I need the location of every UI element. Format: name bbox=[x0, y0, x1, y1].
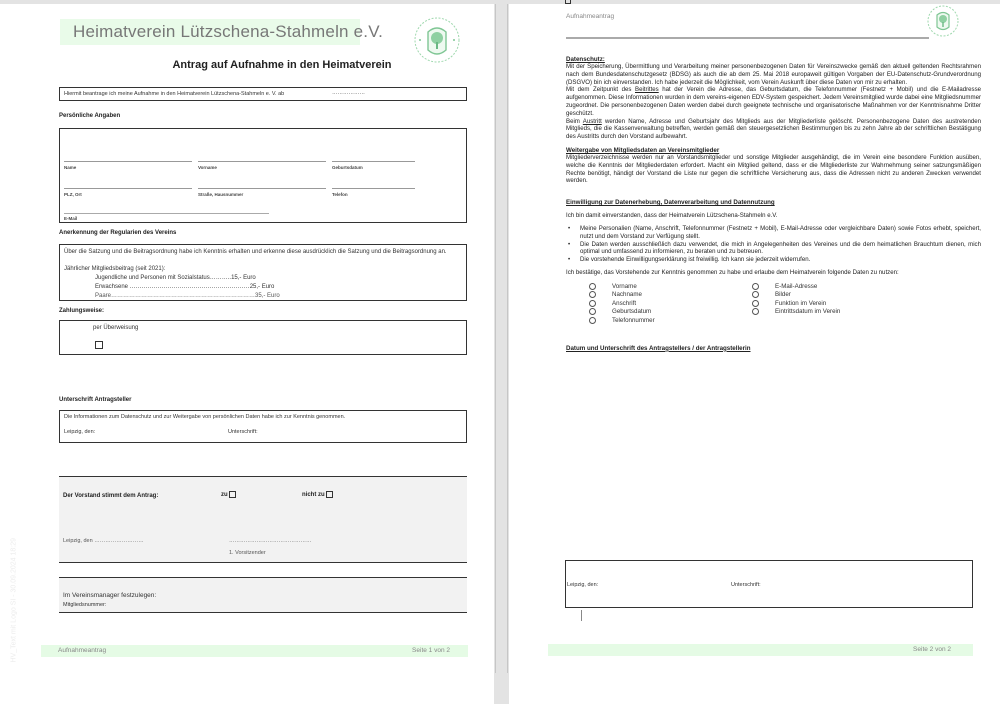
name-field[interactable] bbox=[64, 161, 192, 162]
consent-bullet: • Die vorstehende Einwilligungserklärung ist freiwillig. Ich kann sie jederzeit widerrufen. bbox=[566, 256, 981, 264]
section-heading-signature: Unterschrift Antragsteller bbox=[59, 397, 132, 403]
option-radio[interactable] bbox=[752, 283, 759, 290]
label-name: Name bbox=[64, 165, 77, 170]
place-date-field[interactable]: Leipzig, den: bbox=[64, 429, 96, 435]
approve-checkbox[interactable] bbox=[229, 491, 236, 498]
start-date-field[interactable]: ……………… bbox=[332, 90, 365, 96]
document-title: Antrag auf Aufnahme in den Heimatverein bbox=[172, 59, 392, 71]
page-2 bbox=[509, 4, 1000, 704]
consent-option[interactable] bbox=[752, 282, 840, 291]
privacy-heading: Datenschutz: bbox=[566, 56, 605, 63]
applicant-signature-box bbox=[565, 560, 973, 608]
fee-label: Erwachsene …………………………………………………… bbox=[95, 284, 250, 290]
privacy-paragraph bbox=[566, 118, 981, 141]
street-field[interactable] bbox=[198, 188, 326, 189]
application-intro-box bbox=[59, 87, 467, 101]
consent-bullet: • Meine Personalien (Name, Anschrift, Telefonnummer (Festnetz + Mobil), E-Mail-Adresse oder vergleichbare Daten) sowie Fotos erhebt, speichert, nutzt und dem Vorstand zur Verfügung stellt. bbox=[566, 225, 981, 241]
page-number: Seite 2 von 2 bbox=[913, 646, 951, 653]
signature-field[interactable]: Unterschrift: bbox=[731, 582, 761, 588]
approve-label: zu bbox=[221, 492, 228, 499]
label-phone: Telefon bbox=[332, 192, 348, 197]
club-seal-logo-icon bbox=[926, 4, 960, 40]
option-radio[interactable] bbox=[752, 308, 759, 315]
option-label: Funktion im Verein bbox=[775, 299, 827, 307]
options-right bbox=[752, 282, 840, 316]
option-radio[interactable] bbox=[589, 308, 596, 315]
option-label: Telefonnummer bbox=[612, 316, 655, 324]
text-span: Beim bbox=[566, 117, 583, 125]
header-rule bbox=[566, 37, 929, 39]
rules-text: Über die Satzung und die Beitragsordnung habe ich Kenntnis erhalten und erkenne diese ausdrücklich die Satzung und die Beitragsordnung an. bbox=[64, 249, 447, 255]
option-label: Bilder bbox=[775, 291, 791, 299]
first-name-field[interactable] bbox=[198, 161, 326, 162]
option-radio[interactable] bbox=[589, 317, 596, 324]
page-1 bbox=[0, 4, 494, 704]
privacy-section bbox=[566, 56, 981, 352]
option-radio[interactable] bbox=[589, 283, 596, 290]
page-number: Seite 1 von 2 bbox=[412, 647, 450, 654]
fee-label: Paare……………………………………………………………… bbox=[95, 293, 256, 299]
privacy-paragraph: Mit der Speicherung, Übermittlung und Verarbeitung meiner personenbezogenen Daten für Vereinszwecke gemäß den aktuell geltenden Rechtsrahmen nach dem Bundesdatenschutzgesetz (BDSG) als auch die ab dem 25. Mai 2018 europaweit gültigen Vorgaben der EU-Datenschutz-Grundverordnung (DSGVO) bin ich einverstanden. Ich habe jederzeit die Möglichkeit, vom Verein Auskunft über diese Daten von mir zu erhalten. bbox=[566, 63, 981, 86]
fee-row bbox=[95, 284, 274, 290]
sign-heading: Datum und Unterschrift des Antragstellers / der Antragstellerin bbox=[566, 344, 751, 352]
page-gap-left-edge bbox=[495, 4, 496, 673]
board-label: Der Vorstand stimmt dem Antrag: bbox=[63, 493, 159, 499]
section-heading-personal: Persönliche Angaben bbox=[59, 113, 121, 119]
payment-option-label: per Überweisung bbox=[93, 325, 139, 331]
fee-amount: 25,- Euro bbox=[249, 284, 275, 290]
footer-doc-name: Aufnahmeantrag bbox=[58, 647, 107, 654]
signature-box bbox=[59, 410, 467, 443]
option-label: Geburtsdatum bbox=[612, 308, 652, 316]
member-number-field[interactable]: Mitgliedsnummer: bbox=[63, 602, 107, 608]
page-gap-right-edge bbox=[507, 4, 508, 673]
page-footer bbox=[548, 644, 973, 656]
text-span: hat der Verein die Adresse, das Geburtsdatum, die Telefonnummer (Festnetz + Mobil) und die E-Mailadresse aufgenommen. Diese Informationen wurden in dem vereins-eigenen EDV-System gespeichert. Jedem Vereinsmitglied wurde dabei eine Mitgliedsnummer zugeordnet. Die personenbezogenen Daten werden dabei durch geeignete technische und organisatorische Maßnahmen vor der Kenntnisnahme Dritter geschützt. bbox=[566, 86, 982, 117]
section-heading-rules: Anerkennung der Regularien des Vereins bbox=[59, 230, 177, 236]
fee-amount: 15,- Euro bbox=[231, 275, 256, 281]
leaving-term: Austritt bbox=[582, 117, 602, 125]
privacy-paragraph bbox=[566, 86, 981, 117]
text-span: Mit dem Zeitpunkt des bbox=[566, 86, 635, 94]
board-signature-field[interactable]: ……………………………………… bbox=[229, 538, 312, 544]
rules-box bbox=[59, 244, 467, 301]
consent-heading: Einwilligung zur Datenerhebung, Datenverarbeitung und Datennutzung bbox=[566, 199, 775, 207]
fee-row bbox=[95, 275, 256, 281]
personal-data-box bbox=[59, 128, 467, 223]
email-field[interactable] bbox=[64, 213, 269, 214]
birthdate-field[interactable] bbox=[332, 161, 415, 162]
section-heading-payment: Zahlungsweise: bbox=[59, 308, 105, 314]
consent-option[interactable] bbox=[752, 299, 840, 308]
consent-option[interactable] bbox=[752, 290, 840, 299]
reject-label: nicht zu bbox=[302, 492, 325, 499]
zip-city-field[interactable] bbox=[64, 188, 192, 189]
place-date-field[interactable]: Leipzig, den: bbox=[567, 582, 599, 588]
consent-intro: Ich bin damit einverstanden, dass der Heimatverein Lützschena-Stahmeln e.V. bbox=[566, 212, 778, 220]
payment-box bbox=[59, 320, 467, 355]
intro-text: Hiermit beantrage ich meine Aufnahme in den Heimatverein Lützschena-Stahmeln e. V. ab bbox=[64, 91, 285, 97]
option-label: Vorname bbox=[612, 282, 637, 290]
signature-field[interactable]: Unterschrift: bbox=[228, 429, 258, 435]
fee-heading: Jährlicher Mitgliedsbeitrag (seit 2021): bbox=[64, 266, 166, 272]
phone-field[interactable] bbox=[332, 188, 415, 189]
page-header-title: Aufnahmeantrag bbox=[566, 13, 615, 20]
label-zip-city: PLZ, Ort bbox=[64, 192, 82, 197]
sharing-paragraph: Mitgliederverzeichnisse werden nur an Vorstandsmitglieder und sonstige Mitglieder ausgehändigt, die im Verein eine besondere Funktion ausüben, welche die Kenntnis der Mitgliederdaten erfordert. Macht ein Mitglied geltend, dass er die Mitgliederliste zur Wahrnehmung seiner satzungsmäßigen Rechte benötigt, händigt der Vorstand die Liste nur gegen die schriftliche Versicherung aus, dass die Adressen nicht zu anderen Zwecken verwendet werden. bbox=[566, 153, 981, 185]
fee-amount: 35,- Euro bbox=[255, 293, 280, 299]
org-name: Heimatverein Lützschena-Stahmeln e.V. bbox=[73, 22, 384, 41]
board-place-date-field[interactable]: Leipzig, den ……………………… bbox=[63, 538, 144, 544]
board-decision-section bbox=[59, 476, 467, 563]
manager-section bbox=[59, 577, 467, 613]
consent-option[interactable] bbox=[589, 316, 655, 325]
options-left bbox=[589, 282, 655, 325]
consent-option[interactable] bbox=[589, 282, 655, 291]
manager-label: Im Vereinsmanager festzulegen: bbox=[63, 592, 157, 599]
consent-confirm: Ich bestätige, das Vorstehende zur Kenntnis genommen zu habe und erlaube dem Heimatverein folgende Daten zu nutzen: bbox=[566, 268, 899, 276]
approve-option bbox=[221, 491, 236, 498]
label-street: Straße, Hausnummer bbox=[198, 192, 244, 197]
option-label: E-Mail-Adresse bbox=[775, 282, 818, 290]
sharing-heading: Weitergabe von Mitgliedsdaten an Vereinsmitglieder bbox=[566, 146, 720, 154]
option-radio[interactable] bbox=[589, 300, 596, 307]
fee-row bbox=[95, 293, 280, 299]
consent-option[interactable] bbox=[752, 308, 840, 317]
text-span: werden Name, Adresse und Geburtsjahr des Mitglieds aus der Mitgliederliste gelöscht. Personenbezogene Daten des austretenden Mitglieds, die die Kassenverwaltung betreffen, werden gemäß den steuergesetzlichen Bestimmungen bis zu zehn Jahre ab der schriftlichen Bestätigung des Austritts durch den Vorstand aufbewahrt. bbox=[566, 117, 981, 141]
chairman-label: 1. Vorsitzender bbox=[229, 550, 266, 556]
page-footer bbox=[41, 645, 468, 657]
consent-option[interactable] bbox=[589, 290, 655, 299]
option-radio[interactable] bbox=[752, 300, 759, 307]
consent-option[interactable] bbox=[589, 299, 655, 308]
bank-transfer-checkbox[interactable] bbox=[95, 341, 103, 349]
file-stamp: HV_Text mit Logo SI - 30.09.2024 18:29 bbox=[10, 537, 18, 663]
label-first-name: Vorname bbox=[198, 165, 217, 170]
privacy-acknowledgement: Die Informationen zum Datenschutz und zur Weitergabe von persönlichen Daten habe ich zur Kenntnis genommen. bbox=[64, 414, 346, 420]
consent-bullet: • Die Daten werden ausschließlich dazu verwendet, die mich in Angelegenheiten des Vereines und die dem heimatlichen Brauchtum dienen, mich optimal und umfassend zu informieren, zu beraten und zu betreuen. bbox=[566, 241, 981, 257]
option-label: Eintrittsdatum im Verein bbox=[775, 308, 841, 316]
option-label: Nachname bbox=[612, 291, 642, 299]
reject-option bbox=[302, 491, 333, 498]
option-radio[interactable] bbox=[589, 291, 596, 298]
consent-bullets bbox=[566, 225, 981, 264]
label-email: E-Mail bbox=[64, 216, 78, 221]
consent-options bbox=[566, 282, 981, 334]
stray-checkbox[interactable] bbox=[565, 0, 571, 4]
label-birthdate: Geburtsdatum bbox=[332, 165, 363, 170]
consent-option[interactable] bbox=[589, 308, 655, 317]
joining-term: Beitrittes bbox=[635, 86, 659, 94]
option-radio[interactable] bbox=[752, 291, 759, 298]
reject-checkbox[interactable] bbox=[326, 491, 333, 498]
text-cursor bbox=[581, 610, 582, 621]
option-label: Anschrift bbox=[612, 299, 637, 307]
fee-label: Jugendliche und Personen mit Sozialstatus……….. bbox=[95, 275, 232, 281]
